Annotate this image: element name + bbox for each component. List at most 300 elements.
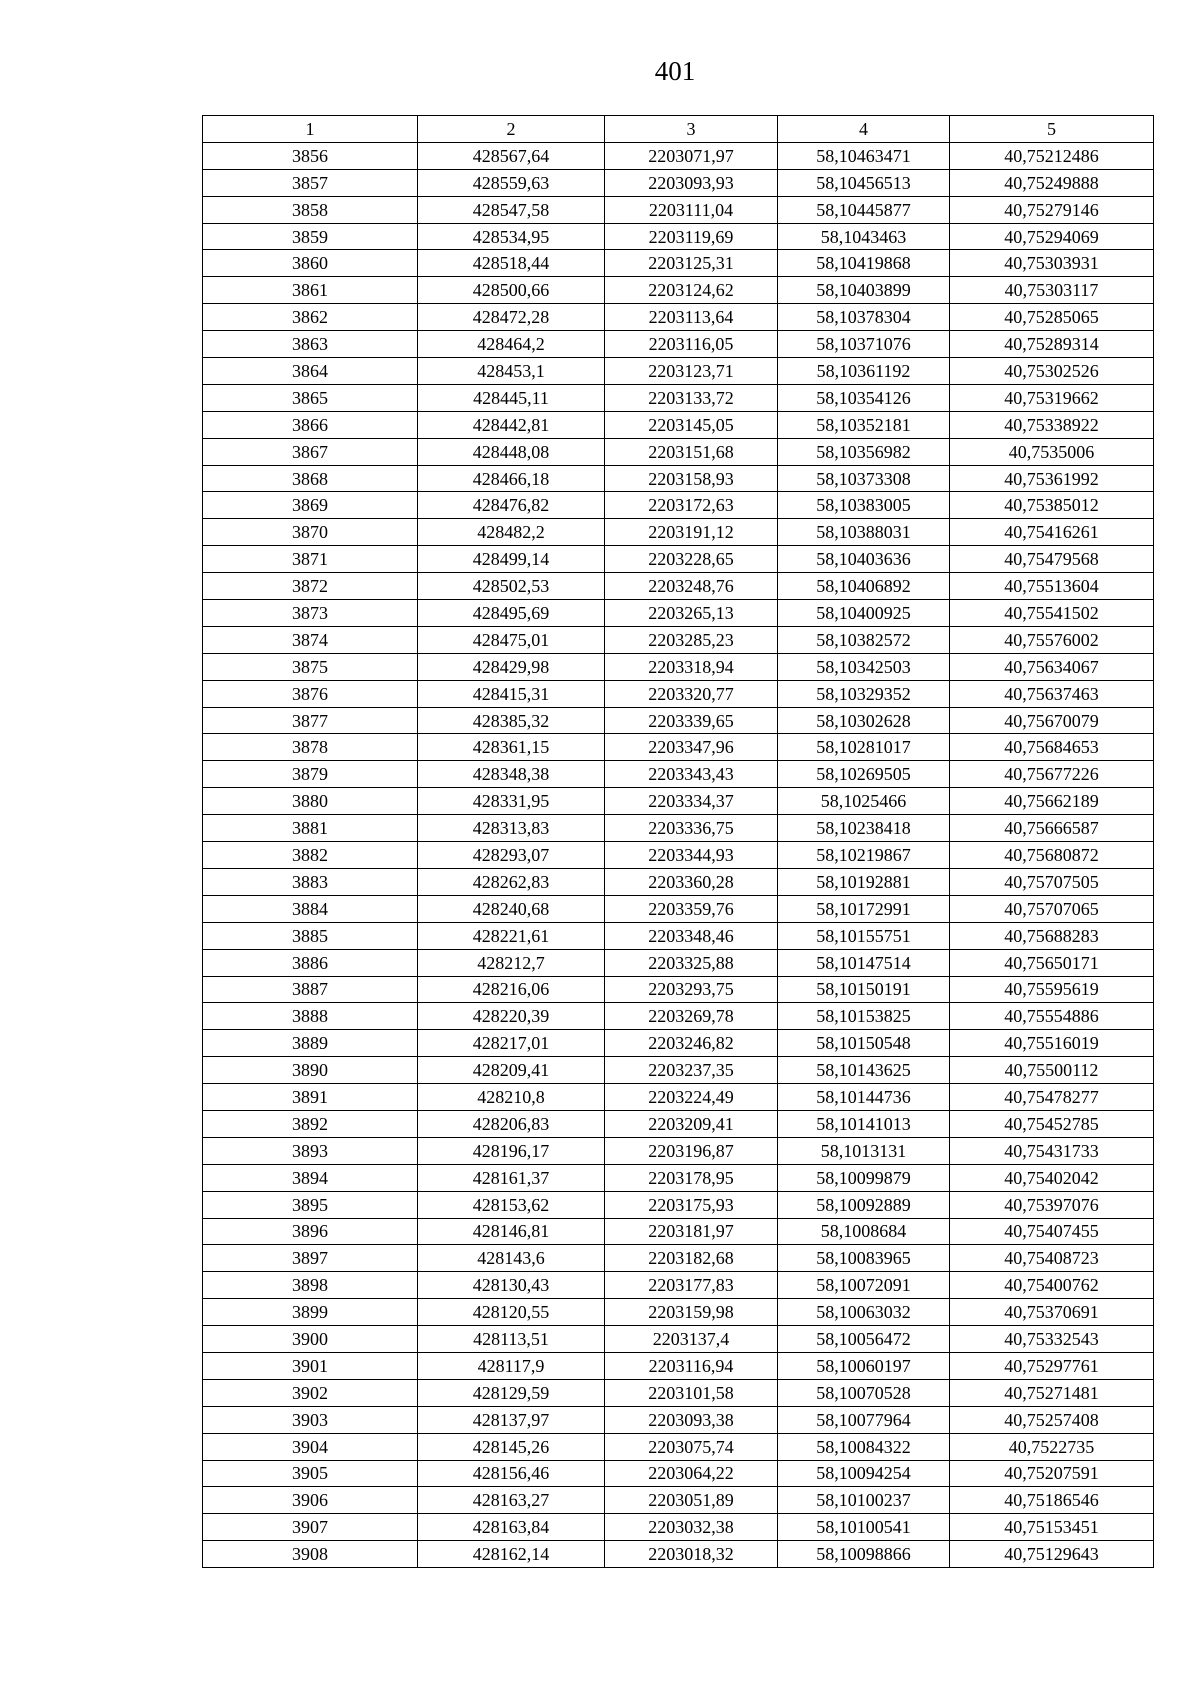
table-cell: 58,10463471 [778,142,950,169]
table-row [203,761,1154,788]
table-cell: 58,10342503 [778,653,950,680]
table-cell: 2203334,37 [605,788,778,815]
table-cell: 3880 [203,788,418,815]
table-cell: 58,10063032 [778,1299,950,1326]
table-cell: 40,7522735 [950,1433,1154,1460]
table-cell: 58,10238418 [778,815,950,842]
table-cell: 58,10388031 [778,519,950,546]
table-cell: 58,10329352 [778,680,950,707]
table-cell: 40,75303931 [950,250,1154,277]
table-cell: 428117,9 [418,1352,605,1379]
table-cell: 2203064,22 [605,1460,778,1487]
table-cell: 2203248,76 [605,573,778,600]
table-cell: 428361,15 [418,734,605,761]
table-cell: 40,75400762 [950,1272,1154,1299]
table-cell: 58,10354126 [778,384,950,411]
table-cell: 428156,46 [418,1460,605,1487]
table-cell: 428476,82 [418,492,605,519]
table-cell: 2203246,82 [605,1030,778,1057]
table-cell: 3893 [203,1137,418,1164]
table-row [203,788,1154,815]
table-row [203,1110,1154,1137]
table-cell: 428518,44 [418,250,605,277]
table-cell: 3868 [203,465,418,492]
table-row [203,304,1154,331]
table-row [203,1030,1154,1057]
table-cell: 40,75249888 [950,169,1154,196]
table-cell: 428559,63 [418,169,605,196]
table-cell: 40,75662189 [950,788,1154,815]
table-cell: 3902 [203,1379,418,1406]
table-row [203,815,1154,842]
table-cell: 3858 [203,196,418,223]
table-cell: 2203359,76 [605,895,778,922]
table-cell: 58,10060197 [778,1352,950,1379]
table-cell: 40,75500112 [950,1057,1154,1084]
table-cell: 40,75516019 [950,1030,1154,1057]
table-cell: 3881 [203,815,418,842]
table-cell: 40,75294069 [950,223,1154,250]
table-cell: 2203265,13 [605,600,778,627]
table-cell: 40,75303117 [950,277,1154,304]
table-cell: 40,75680872 [950,842,1154,869]
table-cell: 2203133,72 [605,384,778,411]
table-cell: 2203113,64 [605,304,778,331]
table-cell: 40,75153451 [950,1514,1154,1541]
table-cell: 2203228,65 [605,546,778,573]
table-row [203,1218,1154,1245]
table-cell: 3892 [203,1110,418,1137]
table-cell: 58,10070528 [778,1379,950,1406]
table-cell: 58,1043463 [778,223,950,250]
table-cell: 2203181,97 [605,1218,778,1245]
table-row [203,1514,1154,1541]
table-cell: 40,75279146 [950,196,1154,223]
table-cell: 2203237,35 [605,1057,778,1084]
table-cell: 2203075,74 [605,1433,778,1460]
table-row [203,1164,1154,1191]
table-cell: 428162,14 [418,1541,605,1568]
table-cell: 58,10445877 [778,196,950,223]
table-cell: 40,75688283 [950,922,1154,949]
table-row [203,680,1154,707]
table-cell: 2203318,94 [605,653,778,680]
table-cell: 2203159,98 [605,1299,778,1326]
table-cell: 2203124,62 [605,277,778,304]
table-row [203,1057,1154,1084]
table-cell: 428331,95 [418,788,605,815]
table-cell: 3890 [203,1057,418,1084]
table-cell: 3878 [203,734,418,761]
table-cell: 3869 [203,492,418,519]
table-cell: 3861 [203,277,418,304]
table-row [203,976,1154,1003]
table-row [203,626,1154,653]
table-cell: 58,10281017 [778,734,950,761]
table-cell: 3879 [203,761,418,788]
table-cell: 40,75408723 [950,1245,1154,1272]
table-cell: 40,75595619 [950,976,1154,1003]
table-row [203,250,1154,277]
table-cell: 40,75479568 [950,546,1154,573]
table-cell: 40,75637463 [950,680,1154,707]
table-cell: 428137,97 [418,1406,605,1433]
table-cell: 428262,83 [418,868,605,895]
column-header: 4 [778,116,950,143]
table-row [203,842,1154,869]
table-row [203,384,1154,411]
table-cell: 428495,69 [418,600,605,627]
table-cell: 40,75431733 [950,1137,1154,1164]
table-cell: 3872 [203,573,418,600]
table-cell: 3865 [203,384,418,411]
table-row [203,573,1154,600]
table-cell: 58,10143625 [778,1057,950,1084]
table-cell: 428464,2 [418,331,605,358]
table-cell: 40,75402042 [950,1164,1154,1191]
table-cell: 2203172,63 [605,492,778,519]
table-cell: 40,75302526 [950,358,1154,385]
table-cell: 2203158,93 [605,465,778,492]
table-cell: 58,10361192 [778,358,950,385]
column-header: 3 [605,116,778,143]
table-row [203,196,1154,223]
table-cell: 2203093,93 [605,169,778,196]
table-cell: 428216,06 [418,976,605,1003]
table-cell: 428313,83 [418,815,605,842]
table-cell: 40,75707065 [950,895,1154,922]
table-cell: 428567,64 [418,142,605,169]
table-cell: 428120,55 [418,1299,605,1326]
table-cell: 3874 [203,626,418,653]
table-cell: 40,75650171 [950,949,1154,976]
table-cell: 428196,17 [418,1137,605,1164]
table-cell: 2203347,96 [605,734,778,761]
table-cell: 3887 [203,976,418,1003]
table-row [203,1379,1154,1406]
table-cell: 428240,68 [418,895,605,922]
table-cell: 40,75257408 [950,1406,1154,1433]
table-cell: 2203177,83 [605,1272,778,1299]
table-row [203,653,1154,680]
table-cell: 58,10302628 [778,707,950,734]
table-cell: 2203339,65 [605,707,778,734]
table-cell: 3863 [203,331,418,358]
table-cell: 58,1008684 [778,1218,950,1245]
table-cell: 2203344,93 [605,842,778,869]
table-cell: 40,75361992 [950,465,1154,492]
table-row [203,1460,1154,1487]
table-cell: 2203111,04 [605,196,778,223]
table-cell: 428145,26 [418,1433,605,1460]
table-cell: 40,75554886 [950,1003,1154,1030]
table-cell: 58,10419868 [778,250,950,277]
table-cell: 3884 [203,895,418,922]
table-cell: 3897 [203,1245,418,1272]
table-cell: 58,10083965 [778,1245,950,1272]
table-cell: 2203032,38 [605,1514,778,1541]
table-cell: 428206,83 [418,1110,605,1137]
table-cell: 58,1013131 [778,1137,950,1164]
table-cell: 3899 [203,1299,418,1326]
table-cell: 3875 [203,653,418,680]
table-cell: 40,75452785 [950,1110,1154,1137]
table-cell: 3894 [203,1164,418,1191]
table-cell: 2203224,49 [605,1084,778,1111]
table-cell: 3871 [203,546,418,573]
table-cell: 58,10084322 [778,1433,950,1460]
table-cell: 58,10456513 [778,169,950,196]
table-cell: 58,10153825 [778,1003,950,1030]
table-cell: 2203116,94 [605,1352,778,1379]
table-cell: 428482,2 [418,519,605,546]
table-cell: 428472,28 [418,304,605,331]
table-cell: 3876 [203,680,418,707]
table-cell: 58,10400925 [778,600,950,627]
table-cell: 2203191,12 [605,519,778,546]
table-row [203,438,1154,465]
table-cell: 428153,62 [418,1191,605,1218]
table-cell: 40,75677226 [950,761,1154,788]
table-cell: 40,75129643 [950,1541,1154,1568]
table-cell: 40,75285065 [950,304,1154,331]
table-cell: 3856 [203,142,418,169]
table-cell: 58,1025466 [778,788,950,815]
table-cell: 40,75338922 [950,411,1154,438]
table-cell: 40,75289314 [950,331,1154,358]
table-cell: 40,75385012 [950,492,1154,519]
table-cell: 3907 [203,1514,418,1541]
table-cell: 2203123,71 [605,358,778,385]
page-number: 401 [654,56,696,86]
table-cell: 40,75212486 [950,142,1154,169]
table-cell: 58,10144736 [778,1084,950,1111]
table-row [203,707,1154,734]
table-row [203,546,1154,573]
table-cell: 40,75541502 [950,600,1154,627]
table-row [203,331,1154,358]
table-cell: 3867 [203,438,418,465]
table-row [203,142,1154,169]
table-cell: 2203125,31 [605,250,778,277]
table-cell: 40,75416261 [950,519,1154,546]
table-row [203,169,1154,196]
table-cell: 40,75319662 [950,384,1154,411]
table-cell: 58,10269505 [778,761,950,788]
table-row [203,1299,1154,1326]
table-cell: 3898 [203,1272,418,1299]
coordinates-table [202,115,1154,1568]
table-row [203,1326,1154,1353]
table-row [203,1487,1154,1514]
table-row [203,868,1154,895]
table-cell: 2203269,78 [605,1003,778,1030]
table-cell: 58,10371076 [778,331,950,358]
table-cell: 58,10100541 [778,1514,950,1541]
table-cell: 40,75332543 [950,1326,1154,1353]
table-cell: 58,10356982 [778,438,950,465]
table-cell: 40,75186546 [950,1487,1154,1514]
table-cell: 428448,08 [418,438,605,465]
table-row [203,411,1154,438]
table-cell: 40,75397076 [950,1191,1154,1218]
table-cell: 3903 [203,1406,418,1433]
table-cell: 58,10403636 [778,546,950,573]
table-row [203,1352,1154,1379]
table-cell: 58,10100237 [778,1487,950,1514]
table-cell: 40,75634067 [950,653,1154,680]
table-cell: 2203137,4 [605,1326,778,1353]
table-cell: 40,75207591 [950,1460,1154,1487]
table-cell: 2203116,05 [605,331,778,358]
table-cell: 2203182,68 [605,1245,778,1272]
table-row [203,358,1154,385]
table-cell: 2203196,87 [605,1137,778,1164]
table-cell: 3873 [203,600,418,627]
table-cell: 58,10077964 [778,1406,950,1433]
table-cell: 2203093,38 [605,1406,778,1433]
table-cell: 58,10155751 [778,922,950,949]
table-cell: 2203343,43 [605,761,778,788]
table-cell: 2203119,69 [605,223,778,250]
table-cell: 428163,84 [418,1514,605,1541]
table-cell: 428113,51 [418,1326,605,1353]
table-cell: 58,10352181 [778,411,950,438]
table-cell: 428161,37 [418,1164,605,1191]
table-cell: 428429,98 [418,653,605,680]
table-cell: 2203293,75 [605,976,778,1003]
table-cell: 58,10147514 [778,949,950,976]
table-row [203,465,1154,492]
table-cell: 2203071,97 [605,142,778,169]
table-cell: 58,10382572 [778,626,950,653]
column-header: 2 [418,116,605,143]
table-cell: 3905 [203,1460,418,1487]
column-header: 5 [950,116,1154,143]
table-cell: 428499,14 [418,546,605,573]
table-cell: 58,10383005 [778,492,950,519]
table-row [203,277,1154,304]
table-row [203,492,1154,519]
table-cell: 428221,61 [418,922,605,949]
table-cell: 3864 [203,358,418,385]
table-cell: 3896 [203,1218,418,1245]
table-cell: 428534,95 [418,223,605,250]
table-cell: 428348,38 [418,761,605,788]
table-cell: 3906 [203,1487,418,1514]
table-cell: 58,10406892 [778,573,950,600]
table-cell: 58,10150548 [778,1030,950,1057]
table-cell: 2203325,88 [605,949,778,976]
table-cell: 3882 [203,842,418,869]
table-cell: 3908 [203,1541,418,1568]
table-cell: 2203209,41 [605,1110,778,1137]
table-cell: 2203336,75 [605,815,778,842]
table-cell: 2203178,95 [605,1164,778,1191]
table-cell: 3900 [203,1326,418,1353]
table-cell: 3870 [203,519,418,546]
table-row [203,1003,1154,1030]
table-row [203,922,1154,949]
table-cell: 58,10072091 [778,1272,950,1299]
table-cell: 2203101,58 [605,1379,778,1406]
table-cell: 58,10373308 [778,465,950,492]
table-cell: 40,75407455 [950,1218,1154,1245]
table-cell: 3904 [203,1433,418,1460]
table-cell: 428146,81 [418,1218,605,1245]
table-row [203,895,1154,922]
table-cell: 428210,8 [418,1084,605,1111]
table-cell: 3901 [203,1352,418,1379]
table-cell: 428442,81 [418,411,605,438]
table-row [203,949,1154,976]
table-cell: 58,10099879 [778,1164,950,1191]
table-cell: 428475,01 [418,626,605,653]
table-cell: 40,75670079 [950,707,1154,734]
table-cell: 428547,58 [418,196,605,223]
table-row [203,1137,1154,1164]
table-cell: 428129,59 [418,1379,605,1406]
table-row [203,1245,1154,1272]
table-cell: 2203175,93 [605,1191,778,1218]
table-cell: 2203360,28 [605,868,778,895]
table-cell: 428415,31 [418,680,605,707]
table-cell: 58,10172991 [778,895,950,922]
table-cell: 40,75576002 [950,626,1154,653]
table-cell: 40,75297761 [950,1352,1154,1379]
table-row [203,1541,1154,1568]
table-cell: 428130,43 [418,1272,605,1299]
table-row [203,519,1154,546]
table-row [203,1406,1154,1433]
table-row [203,223,1154,250]
table-cell: 3889 [203,1030,418,1057]
table-body [203,142,1154,1567]
table-cell: 3891 [203,1084,418,1111]
table-cell: 428453,1 [418,358,605,385]
table-cell: 40,75478277 [950,1084,1154,1111]
table-cell: 40,75684653 [950,734,1154,761]
table-cell: 58,10378304 [778,304,950,331]
table-cell: 428209,41 [418,1057,605,1084]
table-cell: 3857 [203,169,418,196]
table-cell: 58,10403899 [778,277,950,304]
table-row [203,1272,1154,1299]
column-header: 1 [203,116,418,143]
table-cell: 428143,6 [418,1245,605,1272]
table-cell: 58,10094254 [778,1460,950,1487]
table-cell: 428212,7 [418,949,605,976]
table-cell: 3886 [203,949,418,976]
table-row [203,734,1154,761]
table-row [203,1191,1154,1218]
table-cell: 58,10150191 [778,976,950,1003]
table-cell: 40,75513604 [950,573,1154,600]
table-cell: 3877 [203,707,418,734]
table-cell: 58,10192881 [778,868,950,895]
table-cell: 3885 [203,922,418,949]
table-cell: 3862 [203,304,418,331]
table-cell: 58,10219867 [778,842,950,869]
table-cell: 3895 [203,1191,418,1218]
table-cell: 428385,32 [418,707,605,734]
table-cell: 58,10056472 [778,1326,950,1353]
table-cell: 2203145,05 [605,411,778,438]
table-cell: 40,7535006 [950,438,1154,465]
table-cell: 428466,18 [418,465,605,492]
table-cell: 2203018,32 [605,1541,778,1568]
table-cell: 428293,07 [418,842,605,869]
